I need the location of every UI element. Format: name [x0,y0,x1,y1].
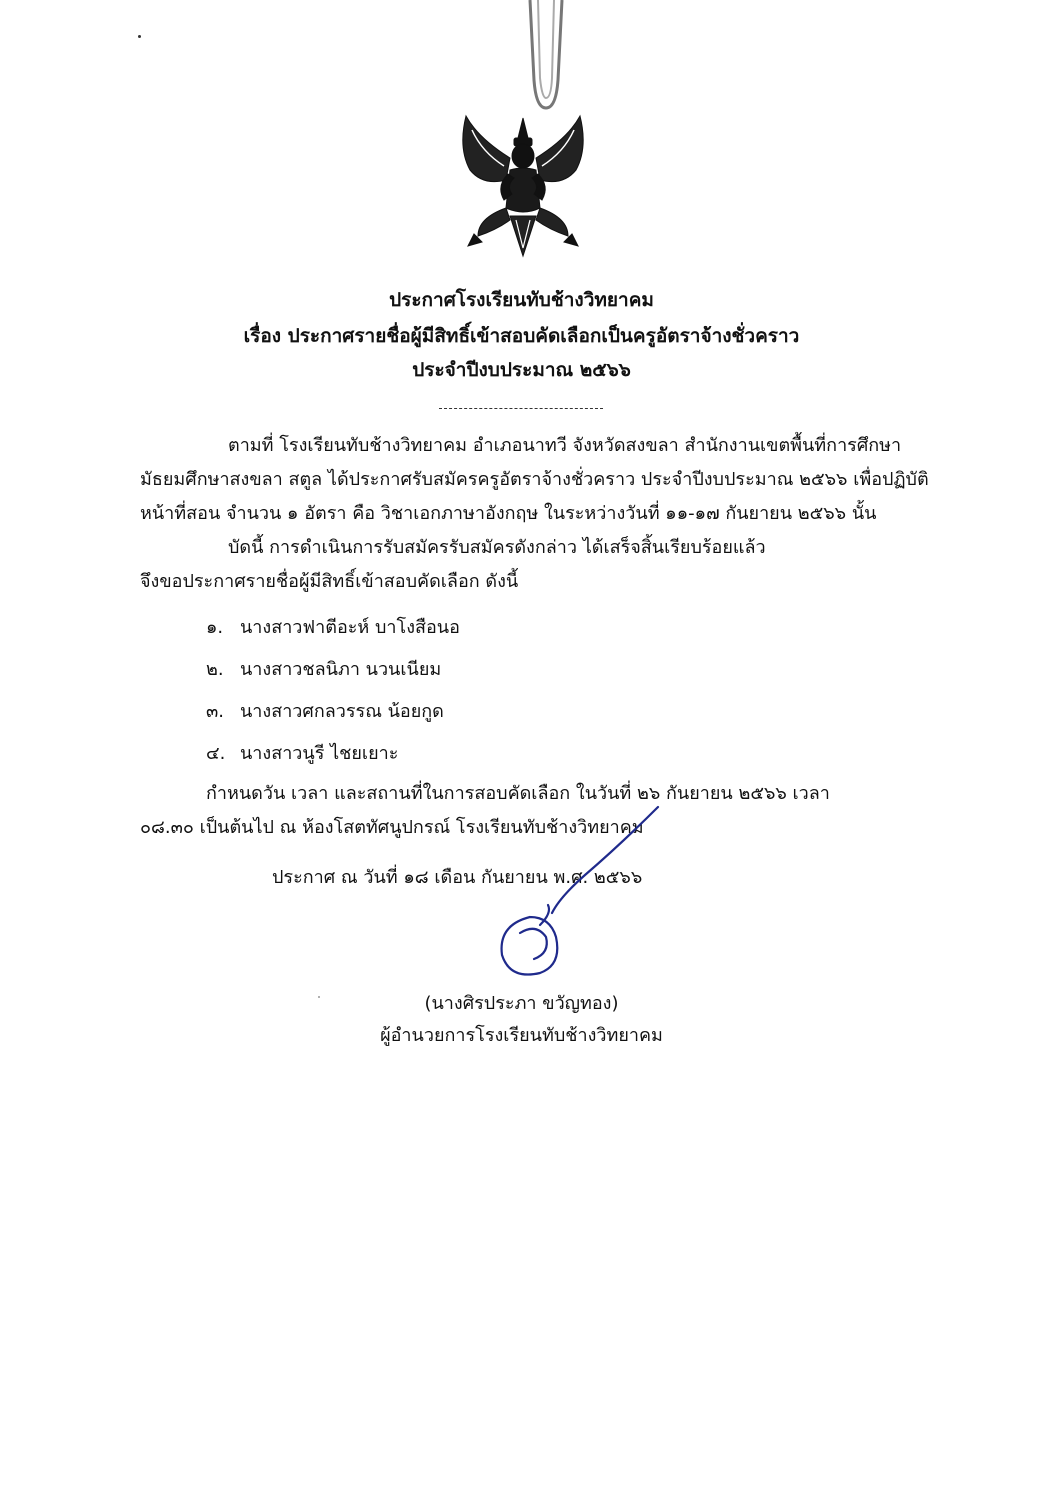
signatory-name: (นางศิรประภา ขวัญทอง) [424,993,619,1014]
paragraph1-line1: ตามที่ โรงเรียนทับช้างวิทยาคม อำเภอนาทวี จังหวัดสงขลา สำนักงานเขตพื้นที่การศึกษา [228,435,902,456]
candidate-list-item [206,614,460,642]
scan-speck [318,996,320,998]
candidate-name: นางสาวฟาตีอะห์ บาโงสือนอ [240,617,460,638]
title-divider [439,408,603,409]
paragraph1-line3: หน้าที่สอน จำนวน ๑ อัตรา คือ วิชาเอกภาษาอังกฤษ ในระหว่างวันที่ ๑๑-๑๗ กันยายน ๒๕๖๖ นั้น [140,503,877,524]
announce-date: ประกาศ ณ วันที่ ๑๘ เดือน กันยายน พ.ศ. ๒๕๖๖ [272,867,643,888]
announcement-subject: เรื่อง ประกาศรายชื่อผู้มีสิทธิ์เข้าสอบคัดเลือกเป็นครูอัตราจ้างชั่วคราว [243,325,800,347]
candidate-list-item [206,698,444,726]
paragraph2-line1: บัดนี้ การดำเนินการรับสมัครรับสมัครดังกล่าว ได้เสร็จสิ้นเรียบร้อยแล้ว [228,537,766,558]
candidate-list-item [206,740,398,768]
exam-schedule-line2: ๐๘.๓๐ เป็นต้นไป ณ ห้องโสตทัศนูปกรณ์ โรงเรียนทับช้างวิทยาคม [140,817,644,838]
signatory-position: ผู้อำนวยการโรงเรียนทับช้างวิทยาคม [380,1025,663,1046]
fiscal-year: ประจำปีงบประมาณ ๒๕๖๖ [412,359,631,381]
paragraph1-line2: มัธยมศึกษาสงขลา สตูล ได้ประกาศรับสมัครครูอัตราจ้างชั่วคราว ประจำปีงบประมาณ ๒๕๖๖ เพื่อปฏิบัติ [140,469,929,490]
candidate-number: ๔. [206,743,226,764]
candidate-number: ๓. [206,701,225,722]
announcement-title: ประกาศโรงเรียนทับช้างวิทยาคม [389,289,654,311]
garuda-emblem [448,108,598,258]
candidate-name: นางสาวชลนิภา นวนเนียม [240,659,442,680]
exam-schedule-line1: กำหนดวัน เวลา และสถานที่ในการสอบคัดเลือก ในวันที่ ๒๖ กันยายน ๒๕๖๖ เวลา [206,783,830,804]
paragraph2-line2: จึงขอประกาศรายชื่อผู้มีสิทธิ์เข้าสอบคัดเลือก ดังนี้ [140,571,519,592]
scan-speck [138,35,141,38]
binder-clip-image [520,0,570,115]
candidate-number: ๑. [206,617,224,638]
candidate-list-item [206,656,441,684]
candidate-name: นางสาวนูรี ไชยเยาะ [240,743,399,764]
handwritten-signature [490,805,680,985]
candidate-number: ๒. [206,659,224,680]
candidate-name: นางสาวศกลวรรณ น้อยกูด [240,701,444,722]
